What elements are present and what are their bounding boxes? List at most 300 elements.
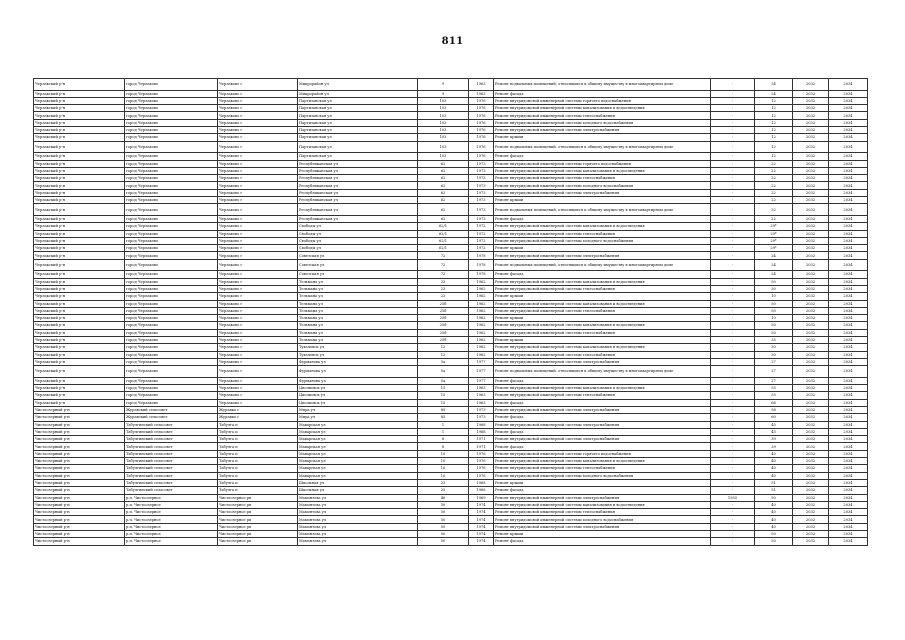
cell-work: Ремонт внутридомовой инженерной системы электроснабжения bbox=[494, 127, 711, 134]
cell-area: - bbox=[711, 406, 755, 413]
cell-area: - bbox=[711, 399, 755, 406]
cell-year: 1974 bbox=[469, 531, 494, 538]
cell-settlement-type: город Черлаково bbox=[125, 182, 218, 189]
table-row bbox=[34, 377, 868, 384]
cell-house: 103 bbox=[418, 153, 469, 160]
cell-cost: 12 bbox=[755, 119, 793, 126]
cell-end-year: 2034 bbox=[829, 119, 868, 126]
cell-year: 1962 bbox=[469, 278, 494, 285]
cell-area: - bbox=[711, 127, 755, 134]
cell-house: 25б bbox=[418, 315, 469, 322]
cell-settlement-type: город Черлаково bbox=[125, 252, 218, 259]
cell-house: 12 bbox=[418, 344, 469, 351]
cell-start-year: 2032 bbox=[793, 197, 829, 204]
cell-year: 1974 bbox=[469, 538, 494, 545]
cell-settlement-type: город Черлаково bbox=[125, 189, 218, 196]
cell-street: Советская ул bbox=[298, 259, 418, 271]
cell-year: 1977 bbox=[469, 377, 494, 384]
cell-settlement-type: р.п. Чистоозерное bbox=[125, 501, 218, 508]
cell-settlement-type: город Черлаково bbox=[125, 322, 218, 329]
cell-house: 25б bbox=[418, 322, 469, 329]
cell-cost: 40 bbox=[755, 465, 793, 472]
cell-cost: 50 bbox=[755, 494, 793, 501]
cell-area: - bbox=[711, 237, 755, 244]
cell-locality: Черлаково г bbox=[218, 223, 298, 230]
cell-work: Ремонт фасада bbox=[494, 153, 711, 160]
cell-district: Черлакский р-н bbox=[34, 182, 125, 189]
cell-start-year: 2032 bbox=[793, 204, 829, 216]
table-row bbox=[34, 385, 868, 392]
cell-year: 1968 bbox=[469, 421, 494, 428]
cell-cost: 35 bbox=[755, 336, 793, 343]
cell-work: Ремонт внутридомовой инженерной системы холодного водоснабжения bbox=[494, 516, 711, 523]
table-row bbox=[34, 436, 868, 443]
cell-work: Ремонт фасада bbox=[494, 215, 711, 222]
cell-start-year: 2032 bbox=[793, 141, 829, 153]
cell-district: Чистоозерный р-н bbox=[34, 509, 125, 516]
cell-settlement-type: Табулгинский сельсовет bbox=[125, 472, 218, 479]
cell-district: Черлакский р-н bbox=[34, 189, 125, 196]
cell-work: Ремонт фасада bbox=[494, 428, 711, 435]
cell-locality: Черлаково г bbox=[218, 189, 298, 196]
cell-area: - bbox=[711, 300, 755, 307]
cell-year: 1963 bbox=[469, 392, 494, 399]
cell-house: 23 bbox=[418, 293, 469, 300]
cell-work: Ремонт внутридомовой инженерной системы электроснабжения bbox=[494, 436, 711, 443]
cell-cost: 50 bbox=[755, 307, 793, 314]
table-row bbox=[34, 141, 868, 153]
cell-area: - bbox=[711, 230, 755, 237]
cell-locality: Черлаково г bbox=[218, 197, 298, 204]
cell-year: 1976 bbox=[469, 97, 494, 104]
cell-settlement-type: Табулгинский сельсовет bbox=[125, 479, 218, 486]
cell-work: Ремонт подвальных помещений, относящихся к общему имуществу в многоквартирном доме bbox=[494, 259, 711, 271]
cell-work: Ремонт крыши bbox=[494, 134, 711, 141]
cell-end-year: 2034 bbox=[829, 538, 868, 545]
table-row bbox=[34, 538, 868, 545]
cell-locality: Черлаково г bbox=[218, 322, 298, 329]
cell-start-year: 2032 bbox=[793, 315, 829, 322]
cell-house: 103 bbox=[418, 127, 469, 134]
cell-end-year: 2034 bbox=[829, 501, 868, 508]
cell-area: - bbox=[711, 421, 755, 428]
cell-locality: Черлаково г bbox=[218, 293, 298, 300]
cell-start-year: 2032 bbox=[793, 385, 829, 392]
cell-end-year: 2034 bbox=[829, 237, 868, 244]
cell-settlement-type: город Черлаково bbox=[125, 366, 218, 378]
cell-locality: Черлаково г bbox=[218, 252, 298, 259]
table-row bbox=[34, 105, 868, 112]
cell-house: 10 bbox=[418, 458, 469, 465]
cell-area: - bbox=[711, 458, 755, 465]
cell-settlement-type: город Черлаково bbox=[125, 215, 218, 222]
cell-house: 46 bbox=[418, 494, 469, 501]
cell-street: Партизанская ул bbox=[298, 112, 418, 119]
cell-cost: 12 bbox=[755, 141, 793, 153]
cell-district: Чистоозерный р-н bbox=[34, 479, 125, 486]
cell-cost: 12 bbox=[755, 134, 793, 141]
cell-street: Микрорайон ул bbox=[298, 90, 418, 97]
cell-cost: 40 bbox=[755, 509, 793, 516]
cell-locality: Черлаково г bbox=[218, 300, 298, 307]
cell-street: Тухачевск ул bbox=[298, 351, 418, 358]
cell-year: 1973 bbox=[469, 197, 494, 204]
cell-settlement-type: Табулгинский сельсовет bbox=[125, 450, 218, 457]
cell-settlement-type: город Черлаково bbox=[125, 90, 218, 97]
cell-year: 1962 bbox=[469, 300, 494, 307]
cell-cost: 22 bbox=[755, 204, 793, 216]
cell-house: 23 bbox=[418, 285, 469, 292]
cell-year: 1976 bbox=[469, 112, 494, 119]
cell-street: Советская ул bbox=[298, 271, 418, 278]
table-row bbox=[34, 119, 868, 126]
cell-settlement-type: город Черлаково bbox=[125, 351, 218, 358]
cell-year: 1973 bbox=[469, 182, 494, 189]
cell-house: 62/1 bbox=[418, 230, 469, 237]
cell-district: Черлакский р-н bbox=[34, 300, 125, 307]
cell-house: 9 bbox=[418, 79, 469, 91]
table-row bbox=[34, 252, 868, 259]
cell-house: 62 bbox=[418, 204, 469, 216]
cell-cost: 50 bbox=[755, 322, 793, 329]
cell-house: 10 bbox=[418, 472, 469, 479]
cell-street: Мамонтова ул bbox=[298, 501, 418, 508]
cell-area: - bbox=[711, 197, 755, 204]
cell-cost: 12 bbox=[755, 105, 793, 112]
cell-start-year: 2032 bbox=[793, 112, 829, 119]
cell-settlement-type: город Черлаково bbox=[125, 245, 218, 252]
cell-work: Ремонт внутридомовой инженерной системы канализования и водоотведения bbox=[494, 300, 711, 307]
cell-area: 1955 bbox=[711, 494, 755, 501]
cell-house: 62/1 bbox=[418, 245, 469, 252]
cell-start-year: 2032 bbox=[793, 458, 829, 465]
cell-year: 1976 bbox=[469, 450, 494, 457]
cell-district: Черлакский р-н bbox=[34, 119, 125, 126]
cell-street: Республиканская ул bbox=[298, 204, 418, 216]
cell-work: Ремонт внутридомовой инженерной системы холодного водоснабжения bbox=[494, 182, 711, 189]
cell-cost: 40 bbox=[755, 516, 793, 523]
cell-area: - bbox=[711, 90, 755, 97]
cell-start-year: 2032 bbox=[793, 230, 829, 237]
cell-start-year: 2032 bbox=[793, 450, 829, 457]
cell-house: 25б bbox=[418, 307, 469, 314]
cell-work: Ремонт крыши bbox=[494, 479, 711, 486]
cell-house: 62 bbox=[418, 167, 469, 174]
cell-house: 10 bbox=[418, 450, 469, 457]
cell-year: 1977 bbox=[469, 366, 494, 378]
cell-end-year: 2034 bbox=[829, 112, 868, 119]
cell-start-year: 2032 bbox=[793, 501, 829, 508]
cell-end-year: 2034 bbox=[829, 79, 868, 91]
cell-work: Ремонт фасада bbox=[494, 399, 711, 406]
cell-street: Циолковск ул bbox=[298, 392, 418, 399]
cell-end-year: 2034 bbox=[829, 494, 868, 501]
table-row bbox=[34, 167, 868, 174]
cell-street: Тельмана ул bbox=[298, 322, 418, 329]
cell-street: Мамонтова ул bbox=[298, 531, 418, 538]
cell-work: Ремонт внутридомовой инженерной системы теплоснабжения bbox=[494, 285, 711, 292]
cell-start-year: 2032 bbox=[793, 252, 829, 259]
cell-end-year: 2034 bbox=[829, 531, 868, 538]
cell-year: 1973 bbox=[469, 189, 494, 196]
cell-settlement-type: город Черлаково bbox=[125, 300, 218, 307]
cell-street: Маварская ул bbox=[298, 458, 418, 465]
cell-area: - bbox=[711, 307, 755, 314]
cell-area: - bbox=[711, 351, 755, 358]
table-row bbox=[34, 487, 868, 494]
cell-area: - bbox=[711, 487, 755, 494]
cell-settlement-type: город Черлаково bbox=[125, 97, 218, 104]
cell-cost: 22 bbox=[755, 197, 793, 204]
cell-work: Ремонт внутридомовой инженерной системы канализования и водоотведения bbox=[494, 278, 711, 285]
cell-end-year: 2034 bbox=[829, 278, 868, 285]
cell-year: 1973 bbox=[469, 414, 494, 421]
cell-area: - bbox=[711, 358, 755, 365]
table-row bbox=[34, 351, 868, 358]
cell-work: Ремонт внутридомовой инженерной системы теплоснабжения bbox=[494, 307, 711, 314]
cell-street: Мамонтова ул bbox=[298, 538, 418, 545]
cell-district: Черлакский р-н bbox=[34, 134, 125, 141]
table-body bbox=[34, 79, 868, 546]
cell-district: Чистоозерный р-н bbox=[34, 443, 125, 450]
cell-start-year: 2032 bbox=[793, 300, 829, 307]
cell-district: Черлакский р-н bbox=[34, 259, 125, 271]
cell-cost: 22 bbox=[755, 189, 793, 196]
table-row bbox=[34, 307, 868, 314]
cell-year: 1971 bbox=[469, 436, 494, 443]
cell-settlement-type: Табулгинский сельсовет bbox=[125, 487, 218, 494]
cell-end-year: 2034 bbox=[829, 351, 868, 358]
cell-end-year: 2034 bbox=[829, 358, 868, 365]
cell-start-year: 2032 bbox=[793, 278, 829, 285]
cell-start-year: 2032 bbox=[793, 285, 829, 292]
cell-district: Чистоозерный р-н bbox=[34, 531, 125, 538]
cell-settlement-type: город Черлаково bbox=[125, 336, 218, 343]
cell-end-year: 2034 bbox=[829, 428, 868, 435]
cell-district: Чистоозерный р-н bbox=[34, 458, 125, 465]
cell-district: Черлакский р-н bbox=[34, 307, 125, 314]
cell-locality: Чистоозерное рп bbox=[218, 531, 298, 538]
cell-house: 25б bbox=[418, 329, 469, 336]
cell-street: Маварская ул bbox=[298, 428, 418, 435]
cell-house: 50 bbox=[418, 531, 469, 538]
table-row bbox=[34, 293, 868, 300]
cell-year: 1976 bbox=[469, 141, 494, 153]
table-row bbox=[34, 79, 868, 91]
cell-house: 50 bbox=[418, 538, 469, 545]
cell-locality: Черлаково г bbox=[218, 79, 298, 91]
cell-locality: Табулга п bbox=[218, 428, 298, 435]
cell-end-year: 2034 bbox=[829, 141, 868, 153]
cell-house: 8 bbox=[418, 443, 469, 450]
cell-cost: 50 bbox=[755, 285, 793, 292]
cell-start-year: 2032 bbox=[793, 293, 829, 300]
cell-work: Ремонт фасада bbox=[494, 414, 711, 421]
cell-district: Черлакский р-н bbox=[34, 112, 125, 119]
cell-street: Республиканская ул bbox=[298, 160, 418, 167]
cell-house: 10 bbox=[418, 465, 469, 472]
cell-street: Мамонтова ул bbox=[298, 523, 418, 530]
cell-year: 1976 bbox=[469, 465, 494, 472]
cell-cost: 50 bbox=[755, 278, 793, 285]
page-number: 811 bbox=[441, 36, 464, 47]
cell-year: 1963 bbox=[469, 79, 494, 91]
cell-house: 25б bbox=[418, 300, 469, 307]
cell-locality: Журавка с bbox=[218, 414, 298, 421]
table-row bbox=[34, 182, 868, 189]
cell-street: Мамонтова ул bbox=[298, 494, 418, 501]
cell-street: Мамонтова ул bbox=[298, 516, 418, 523]
cell-end-year: 2034 bbox=[829, 285, 868, 292]
cell-district: Чистоозерный р-н bbox=[34, 472, 125, 479]
cell-house: 12 bbox=[418, 351, 469, 358]
cell-district: Черлакский р-н bbox=[34, 127, 125, 134]
cell-end-year: 2034 bbox=[829, 293, 868, 300]
cell-start-year: 2032 bbox=[793, 79, 829, 91]
cell-area: - bbox=[711, 436, 755, 443]
cell-cost: 12 bbox=[755, 112, 793, 119]
cell-locality: Черлаково г bbox=[218, 358, 298, 365]
cell-street: Циолковск ул bbox=[298, 385, 418, 392]
cell-area: - bbox=[711, 428, 755, 435]
cell-house: 62/1 bbox=[418, 237, 469, 244]
table-row bbox=[34, 215, 868, 222]
cell-house: 85 bbox=[418, 406, 469, 413]
cell-end-year: 2034 bbox=[829, 329, 868, 336]
table-row bbox=[34, 271, 868, 278]
cell-district: Черлакский р-н bbox=[34, 377, 125, 384]
cell-locality: Табулга п bbox=[218, 479, 298, 486]
cell-area: - bbox=[711, 160, 755, 167]
cell-end-year: 2034 bbox=[829, 414, 868, 421]
table-row bbox=[34, 509, 868, 516]
cell-work: Ремонт внутридомовой инженерной системы электроснабжения bbox=[494, 189, 711, 196]
cell-end-year: 2034 bbox=[829, 322, 868, 329]
cell-cost: 58 bbox=[755, 406, 793, 413]
cell-house: 5а bbox=[418, 377, 469, 384]
cell-district: Чистоозерный р-н bbox=[34, 436, 125, 443]
table-row bbox=[34, 450, 868, 457]
table-row bbox=[34, 245, 868, 252]
cell-area: - bbox=[711, 329, 755, 336]
cell-house: 1 bbox=[418, 428, 469, 435]
cell-locality: Черлаково г bbox=[218, 278, 298, 285]
cell-street: Тельмана ул bbox=[298, 307, 418, 314]
cell-start-year: 2032 bbox=[793, 105, 829, 112]
cell-start-year: 2032 bbox=[793, 90, 829, 97]
cell-work: Ремонт внутридомовой инженерной системы электроснабжения bbox=[494, 421, 711, 428]
cell-start-year: 2032 bbox=[793, 436, 829, 443]
cell-area: - bbox=[711, 479, 755, 486]
cell-start-year: 2032 bbox=[793, 336, 829, 343]
cell-cost: 29* bbox=[755, 237, 793, 244]
table-row bbox=[34, 315, 868, 322]
cell-start-year: 2032 bbox=[793, 271, 829, 278]
cell-locality: Черлаково г bbox=[218, 259, 298, 271]
cell-work: Ремонт внутридомовой инженерной системы канализования и водоотведения bbox=[494, 501, 711, 508]
cell-locality: Чистоозерное рп bbox=[218, 494, 298, 501]
cell-cost: 51 bbox=[755, 487, 793, 494]
cell-street: Партизанская ул bbox=[298, 127, 418, 134]
table-row bbox=[34, 134, 868, 141]
cell-end-year: 2034 bbox=[829, 307, 868, 314]
cell-house: 5а bbox=[418, 366, 469, 378]
cell-settlement-type: город Черлаково bbox=[125, 278, 218, 285]
table-row bbox=[34, 344, 868, 351]
cell-area: - bbox=[711, 531, 755, 538]
cell-cost: 45 bbox=[755, 421, 793, 428]
cell-cost: 50 bbox=[755, 538, 793, 545]
cell-work: Ремонт крыши bbox=[494, 315, 711, 322]
cell-locality: Черлаково г bbox=[218, 307, 298, 314]
cell-end-year: 2034 bbox=[829, 421, 868, 428]
table-row bbox=[34, 285, 868, 292]
cell-house: 103 bbox=[418, 134, 469, 141]
cell-start-year: 2032 bbox=[793, 134, 829, 141]
cell-locality: Черлаково г bbox=[218, 167, 298, 174]
cell-start-year: 2032 bbox=[793, 538, 829, 545]
cell-street: Маварская ул bbox=[298, 443, 418, 450]
cell-district: Чистоозерный р-н bbox=[34, 406, 125, 413]
cell-district: Черлакский р-н bbox=[34, 223, 125, 230]
cell-street: Партизанская ул bbox=[298, 134, 418, 141]
cell-district: Чистоозерный р-н bbox=[34, 538, 125, 545]
cell-district: Черлакский р-н bbox=[34, 79, 125, 91]
cell-house: 15 bbox=[418, 385, 469, 392]
cell-house: 5а bbox=[418, 358, 469, 365]
cell-settlement-type: р.п. Чистоозерное bbox=[125, 516, 218, 523]
cell-cost: 22 bbox=[755, 182, 793, 189]
cell-house: 25 bbox=[418, 479, 469, 486]
cell-work: Ремонт подвальных помещений, относящихся к общему имуществу в многоквартирном доме bbox=[494, 204, 711, 216]
cell-locality: Черлаково г bbox=[218, 271, 298, 278]
cell-work: Ремонт внутридомовой инженерной системы канализования и водоотведения bbox=[494, 322, 711, 329]
cell-street: Республиканская ул bbox=[298, 175, 418, 182]
cell-work: Ремонт внутридомовой инженерной системы электроснабжения bbox=[494, 252, 711, 259]
cell-area: - bbox=[711, 392, 755, 399]
cell-street: Партизанская ул bbox=[298, 105, 418, 112]
cell-street: Республиканская ул bbox=[298, 189, 418, 196]
cell-settlement-type: город Черлаково bbox=[125, 329, 218, 336]
table-row bbox=[34, 204, 868, 216]
cell-year: 1963 bbox=[469, 385, 494, 392]
cell-district: Черлакский р-н bbox=[34, 344, 125, 351]
cell-settlement-type: Табулгинский сельсовет bbox=[125, 443, 218, 450]
cell-locality: Черлаково г bbox=[218, 285, 298, 292]
cell-house: 103 bbox=[418, 141, 469, 153]
table-row bbox=[34, 230, 868, 237]
cell-start-year: 2032 bbox=[793, 97, 829, 104]
cell-area: - bbox=[711, 516, 755, 523]
cell-area: - bbox=[711, 97, 755, 104]
cell-area: - bbox=[711, 79, 755, 91]
cell-start-year: 2032 bbox=[793, 223, 829, 230]
cell-start-year: 2032 bbox=[793, 366, 829, 378]
cell-start-year: 2032 bbox=[793, 259, 829, 271]
cell-cost: 12 bbox=[755, 153, 793, 160]
cell-area: - bbox=[711, 450, 755, 457]
cell-district: Черлакский р-н bbox=[34, 97, 125, 104]
cell-cost: 27 bbox=[755, 377, 793, 384]
cell-year: 1976 bbox=[469, 105, 494, 112]
cell-start-year: 2032 bbox=[793, 465, 829, 472]
cell-year: 1972 bbox=[469, 245, 494, 252]
cell-locality: Табулга п bbox=[218, 487, 298, 494]
cell-locality: Черлаково г bbox=[218, 160, 298, 167]
cell-cost: 22 bbox=[755, 160, 793, 167]
cell-year: 1968 bbox=[469, 487, 494, 494]
cell-end-year: 2034 bbox=[829, 479, 868, 486]
